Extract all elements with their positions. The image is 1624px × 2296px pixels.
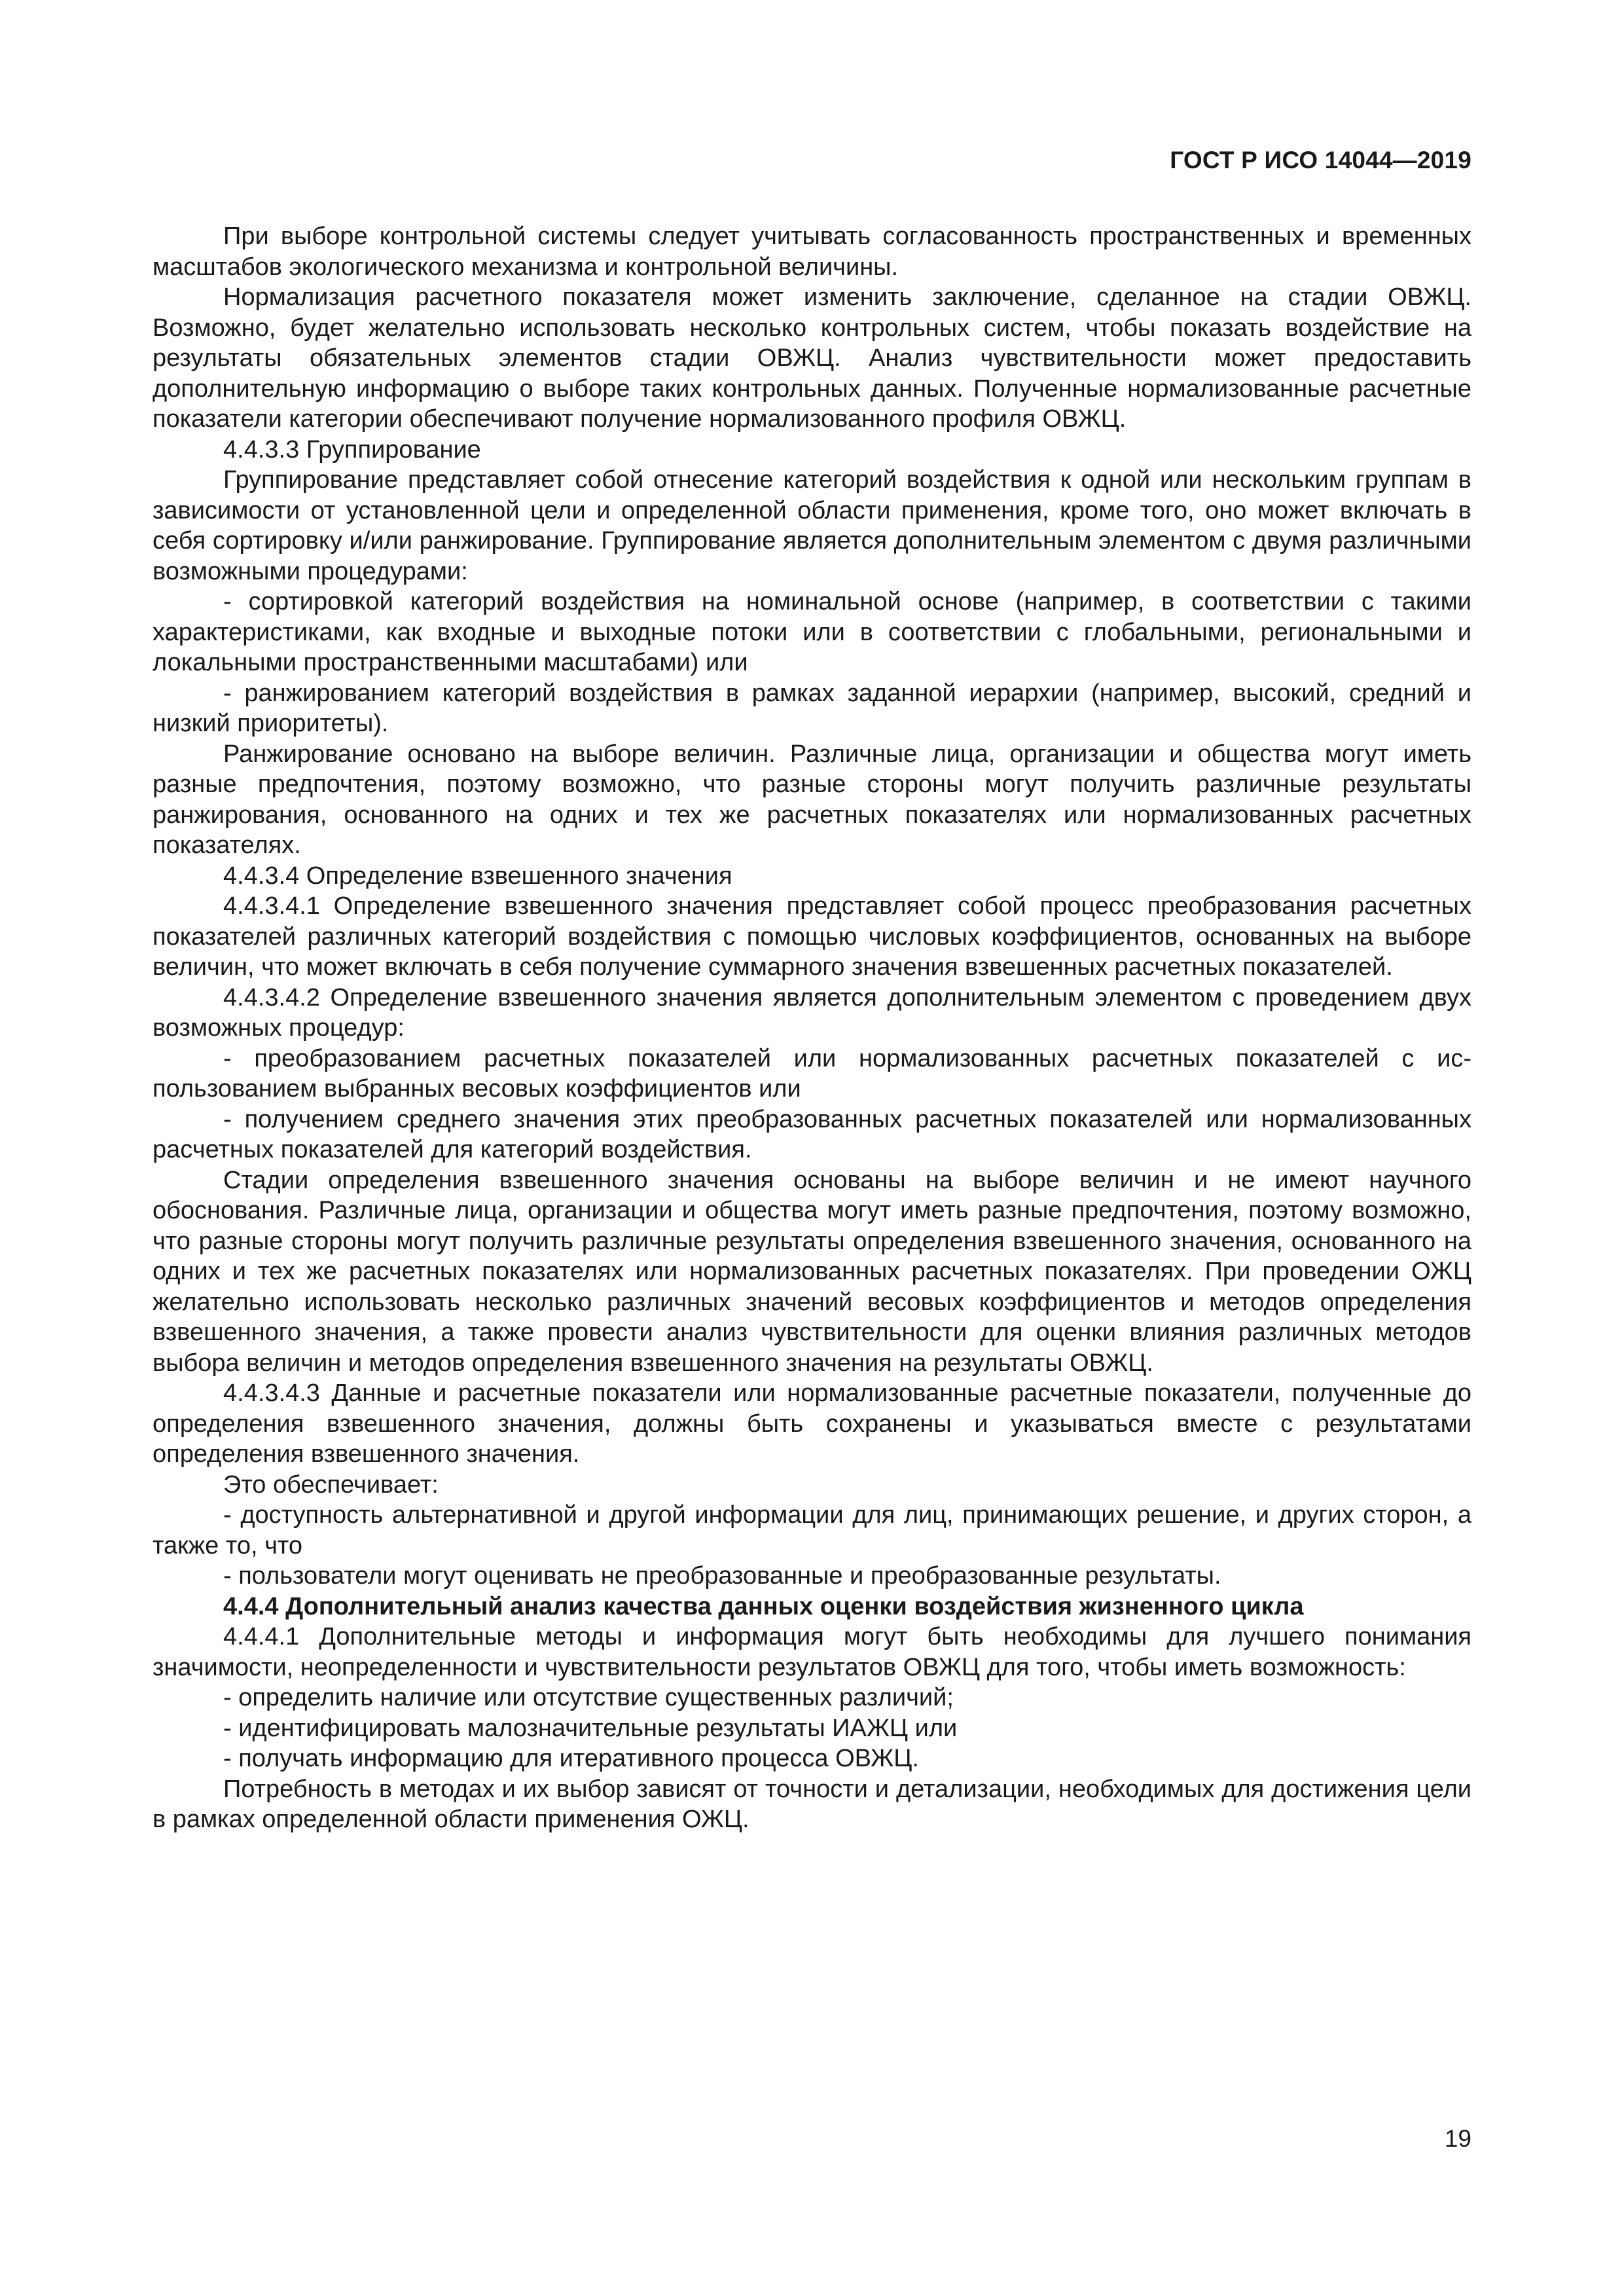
section-heading: 4.4.3.3 Группирование: [223, 435, 481, 464]
paragraph: Нормализация расчетного показателя может изменить заключение, сделанное на стадии ОВЖЦ. Возможно, будет желательно использовать несколько контрольных систем, чтобы показать воздействие на результаты обязательных элементов стадии ОВЖЦ. Анализ чувствительности может предоставить дополнительную информацию о выборе таких контрольных данных. Полученные нормализованные расчетные показатели категории обеспечивают получение нормализованного профиля ОВЖЦ.: [153, 283, 1471, 433]
section-heading: 4.4.3.4 Определение взвешенного значения: [223, 862, 732, 890]
paragraph: Ранжирование основано на выборе величин. Различные лица, организации и общества могут иметь разные предпочтения, поэтому возможно, что разные стороны могут получить различные результаты ранжирования, основанного на одних и тех же расчетных показателях или нормализованных расчетных показателях.: [153, 740, 1471, 859]
paragraph: Потребность в методах и их выбор зависят от точности и детализации, необходимых для достижения цели в рамках определенной области применения ОЖЦ.: [153, 1775, 1471, 1833]
list-item: - определить наличие или отсутствие существенных различий;: [223, 1684, 954, 1711]
paragraph: Группирование представляет собой отнесение категорий воздействия к одной или нескольким группам в зависимости от установленной цели и определенной области применения, кроме того, оно может включать в себя сортировку и/или ранжирование. Группирование является дополнительным элементом с двумя различными возможными процедурами:: [153, 466, 1471, 585]
list-item: - преобразованием расчетных показателей или нормализованных расчетных показателей с использованием выбранных весовых коэффициентов или: [153, 1044, 1471, 1102]
paragraph: 4.4.3.4.2 Определение взвешенного значения является дополнительным элементом с проведением двух возможных процедур:: [153, 983, 1471, 1042]
list-item: - получать информацию для итеративного процесса ОВЖЦ.: [223, 1745, 919, 1772]
paragraph: При выборе контрольной системы следует учитывать согласованность пространственных и временных масштабов экологического механизма и контрольной величины.: [153, 223, 1471, 281]
paragraph: 4.4.4.1 Дополнительные методы и информация могут быть необходимы для лучшего понимания значимости, неопределенности и чувствительности результатов ОВЖЦ для того, чтобы иметь возможность:: [153, 1623, 1471, 1681]
list-item: - идентифицировать малозначительные результаты ИАЖЦ или: [223, 1714, 958, 1742]
paragraph: 4.4.3.4.3 Данные и расчетные показатели или нормализованные расчетные показатели, полученные до определения взвешенного значения, должны быть сохранены и указываться вместе с результатами определения взвешенного значения.: [153, 1379, 1471, 1468]
standard-header: ГОСТ Р ИСО 14044—2019: [1170, 147, 1471, 173]
paragraph: Это обеспечивает:: [223, 1470, 439, 1499]
page-number: 19: [1444, 2125, 1471, 2152]
document-body: [153, 221, 1471, 1835]
bold-section-heading: 4.4.4 Дополнительный анализ качества данных оценки воздействия жизненного цикла: [223, 1592, 1304, 1620]
list-item: - сортировкой категорий воздействия на номинальной основе (например, в соответствии с такими характеристиками, как входные и выходные потоки или в соответствии с глобальными, региональными и локальными пространственными масштабами) или: [153, 588, 1471, 676]
list-item: - доступность альтернативной и другой информации для лиц, принимающих решение, и других сторон, а также то, что: [153, 1501, 1471, 1559]
list-item: - получением среднего значения этих преобразованных расчетных показателей или нормализованных расчетных показателей для категорий воздействия.: [153, 1105, 1471, 1163]
list-item: - пользователи могут оценивать не преобразованные и преобразованные результаты.: [223, 1562, 1221, 1590]
paragraph: 4.4.3.4.1 Определение взвешенного значения представляет собой процесс преобразования расчетных показателей различных категорий воздействия с помощью числовых коэффициентов, основанных на выборе величин, что может включать в себя получение суммарного значения взвешенных расчетных показателей.: [153, 892, 1471, 981]
paragraph: Стадии определения взвешенного значения основаны на выборе величин и не имеют научного обоснования. Различные лица, организации и общества могут иметь разные предпочтения, поэтому возможно, что разные стороны могут получить различные результаты определения взвешенного значения, основанного на одних и тех же расчетных показателях или нормализованных расчетных показателях. При проведении ОЖЦ желательно использовать несколько различных значений весовых коэффициентов и методов определения взвешенного значения, а также провести анализ чувствительности для оценки влияния различных методов выбора величин и методов определения взвешенного значения на результаты ОВЖЦ.: [153, 1166, 1471, 1377]
list-item: - ранжированием категорий воздействия в рамках заданной иерархии (например, высокий, средний и низкий приоритеты).: [153, 679, 1471, 737]
